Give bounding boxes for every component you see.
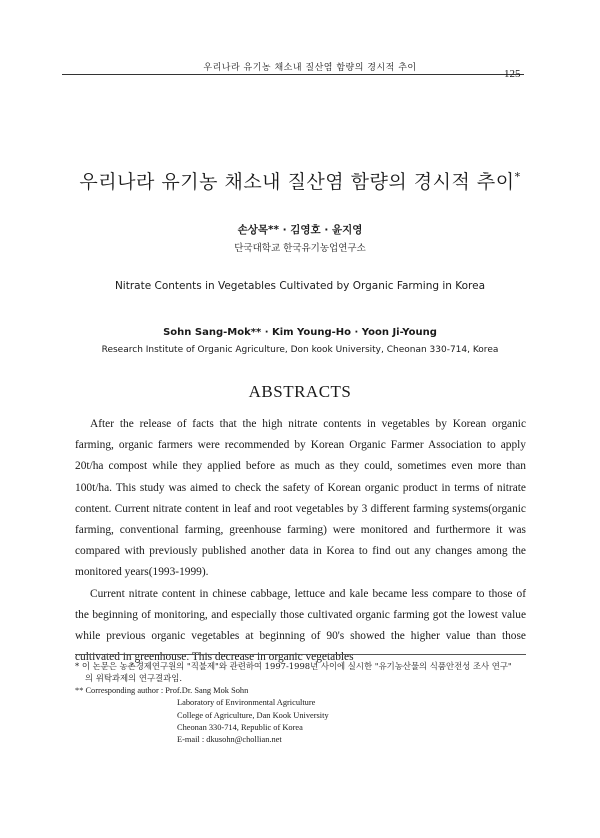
footnote-2-college: College of Agriculture, Dan Kook University bbox=[177, 710, 329, 720]
paper-title-text: 우리나라 유기농 채소내 질산염 함량의 경시적 추이 bbox=[79, 171, 515, 193]
abstract-paragraph-1: After the release of facts that the high nitrate contents in vegetables by Korean organic farming, organic farmers were recommended by Korean Organic Farmer Association to apply 20t/ha compost while they applied before as much as they could, sometimes even more than 100t/ha. This study was aimed to check the safety of Korean organic product in terms of nitrate content. Current nitrate content in leaf and root vegetables by 3 different farming systems(organic farming, conventional farming, greenhouse farming) were monitored and furthermore it was compared with previously published another data in Korea to find out any changes among the monitored years(1993-1999). bbox=[75, 418, 526, 579]
korean-affiliation: 단국대학교 한국유기농업연구소 bbox=[234, 243, 366, 254]
title-footnote-mark: * bbox=[514, 170, 521, 184]
footnote-1-line-2: 의 위탁과제의 연구결과임. bbox=[85, 673, 182, 684]
english-title: Nitrate Contents in Vegetables Cultivated by Organic Farming in Korea bbox=[114, 280, 486, 292]
footnotes bbox=[75, 660, 545, 747]
header-rule bbox=[62, 74, 524, 75]
korean-authors: 손상목** · 김영호 · 윤지영 bbox=[237, 224, 363, 236]
footnote-rule bbox=[75, 654, 526, 655]
abstract-body bbox=[75, 414, 526, 668]
paper-title bbox=[0, 167, 600, 194]
page-number: 125 bbox=[504, 68, 521, 80]
running-head: 우리나라 유기농 채소내 질산염 함량의 경시적 추이 bbox=[203, 63, 417, 73]
english-authors: Sohn Sang-Mok** · Kim Young-Ho · Yoon Ji-Young bbox=[163, 327, 437, 338]
footnote-1-line-1: * 이 논문은 농촌경제연구원의 "직불제"와 관련하여 1997-1998년 사이에 실시한 "유기농산물의 식품안전성 조사 연구" bbox=[75, 661, 512, 671]
abstract-heading: ABSTRACTS bbox=[248, 382, 352, 401]
footnote-2-address: Cheonan 330-714, Republic of Korea bbox=[177, 723, 303, 733]
abstract-paragraph-2: Current nitrate content in chinese cabbage, lettuce and kale became less compare to those of the beginning of monitoring, and especially those cultivated organic farming got the lowest value while previous organic vegetables at beginning of 90's showed the higher value than those cultivated in greenhouse. This decrease in organic vegetables bbox=[75, 587, 526, 664]
footnote-2-author: ** Corresponding author : Prof.Dr. Sang Mok Sohn bbox=[75, 685, 249, 695]
footnote-2-lab: Laboratory of Environmental Agriculture bbox=[177, 698, 316, 708]
english-affiliation: Research Institute of Organic Agriculture, Don kook University, Cheonan 330-714, Korea bbox=[101, 345, 499, 355]
footnote-2-email: E-mail : dkusohn@chollian.net bbox=[177, 735, 282, 745]
